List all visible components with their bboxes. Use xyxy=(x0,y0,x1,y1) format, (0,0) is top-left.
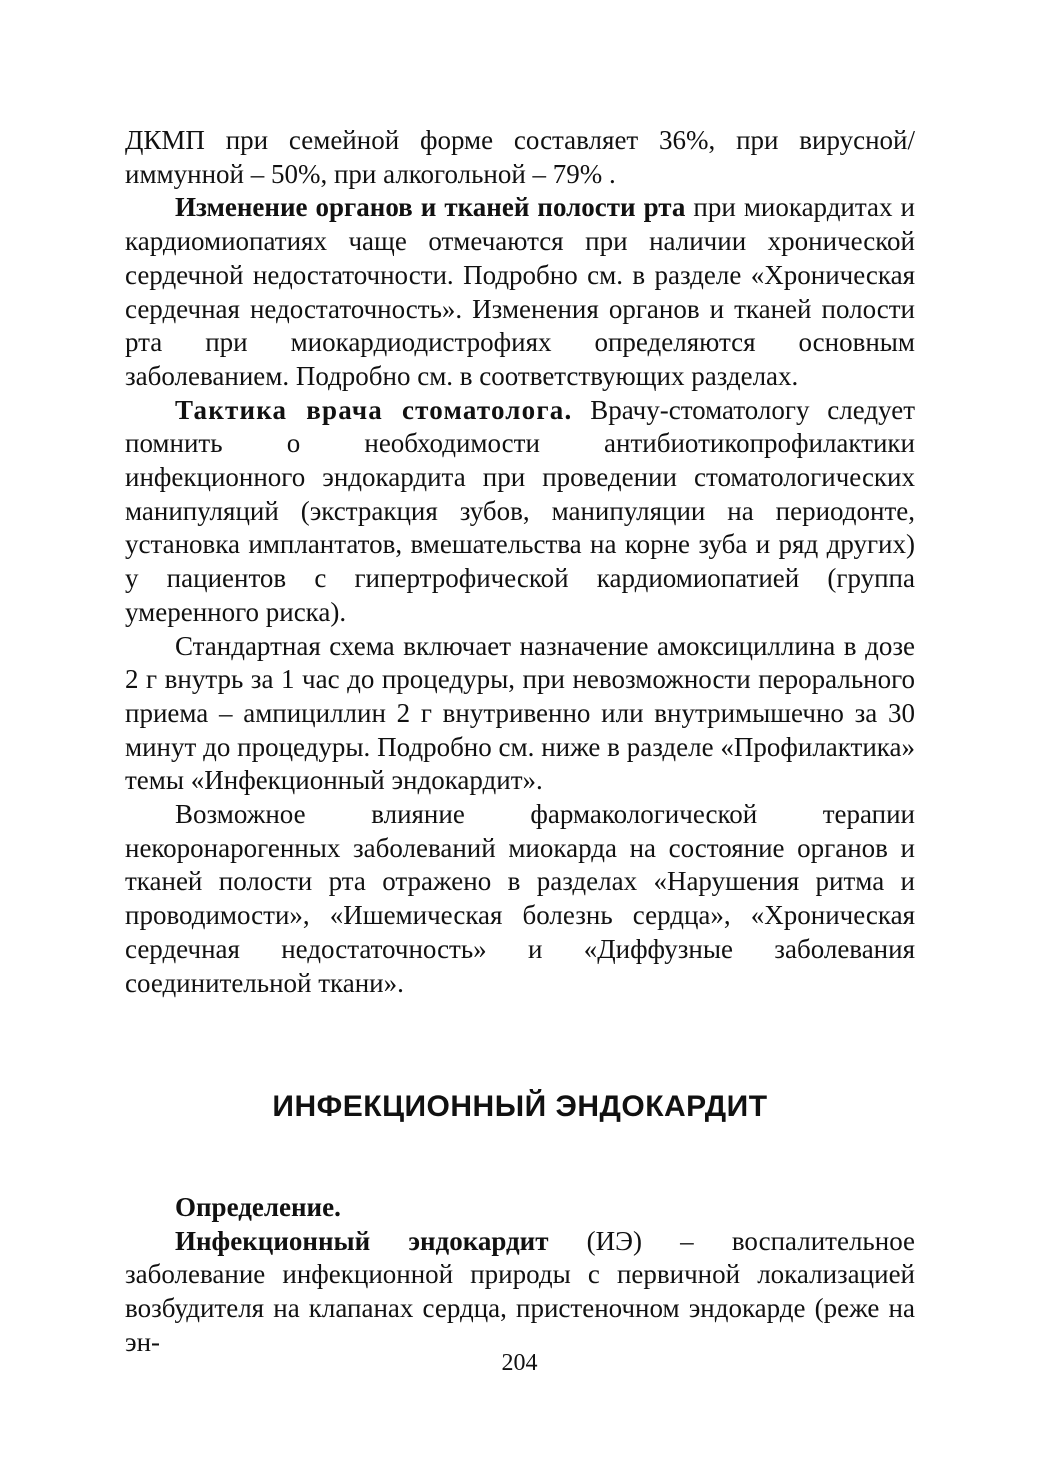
paragraph-pharmacology-influence xyxy=(125,798,915,1000)
paragraph-text: Стандартная схема включает назначение амоксициллина в дозе 2 г внутрь за 1 час до процедуры, при невозможности перорального приема – ампициллин 2 г внутривенно или внутримышечно за 30 минут до процедуры. Подробно см. ниже в разделе «Профилактика» темы «Инфекционный эндокардит». xyxy=(125,630,915,796)
paragraph-bold-lead: Тактика врача стоматолога. xyxy=(175,394,573,425)
paragraph-dentist-tactics xyxy=(125,394,915,630)
chapter-title: ИНФЕКЦИОННЫЙ ЭНДОКАРДИТ xyxy=(272,1090,768,1123)
paragraph-oral-changes xyxy=(125,191,915,393)
paragraph-text: Возможное влияние фармакологической терапии некоронарогенных заболеваний миокарда на состояние органов и тканей полости рта отражено в разделах «Нарушения ритма и проводимости», «Ишемическая болезнь сердца», «Хроническая сердечная недостаточность» и «Диффузные заболевания соединительной ткани». xyxy=(125,799,915,998)
paragraph-standard-scheme xyxy=(125,630,915,799)
paragraph-text: ДКМП при семейной форме составляет 36%, при вирусной/иммунной – 50%, при алкогольной – 79% . xyxy=(125,125,915,189)
paragraph-bold-lead: Изменение органов и тканей полости рта xyxy=(175,192,686,223)
definition-heading: Определение. xyxy=(175,1192,341,1222)
definition-term: Инфекционный эндокардит xyxy=(175,1225,549,1256)
paragraph-dcmp-mortality xyxy=(125,124,915,191)
paragraph-text: Врачу-стоматологу следует помнить о необходимости антибиотикопрофилактики инфекционного эндокардита при проведении стоматологических манипуляций (экстракция зубов, манипуляции на периодонте, установка имплантатов, вмешательства на корне зуба и ряд других) у пациентов с гипертрофической кардиомиопатией (группа умеренного риска). xyxy=(125,394,915,627)
definition-section xyxy=(125,1191,915,1360)
page-body xyxy=(125,124,915,1000)
page-number: 204 xyxy=(501,1350,538,1376)
paragraph-text: (ИЭ) – воспалительное заболевание инфекционной природы с первичной локализацией возбудителя на клапанах сердца, пристеночном эндокарде (реже на эн- xyxy=(125,1225,916,1357)
paragraph-text: при миокардитах и кардиомиопатиях чаще отмечаются при наличии хронической сердечной недостаточности. Подробно см. в разделе «Хроническая сердечная недостаточность». Изменения органов и тканей полости рта при миокардиодистрофиях определяются основным заболеванием. Подробно см. в соответствующих разделах. xyxy=(125,192,915,391)
definition-paragraph xyxy=(125,1225,915,1360)
